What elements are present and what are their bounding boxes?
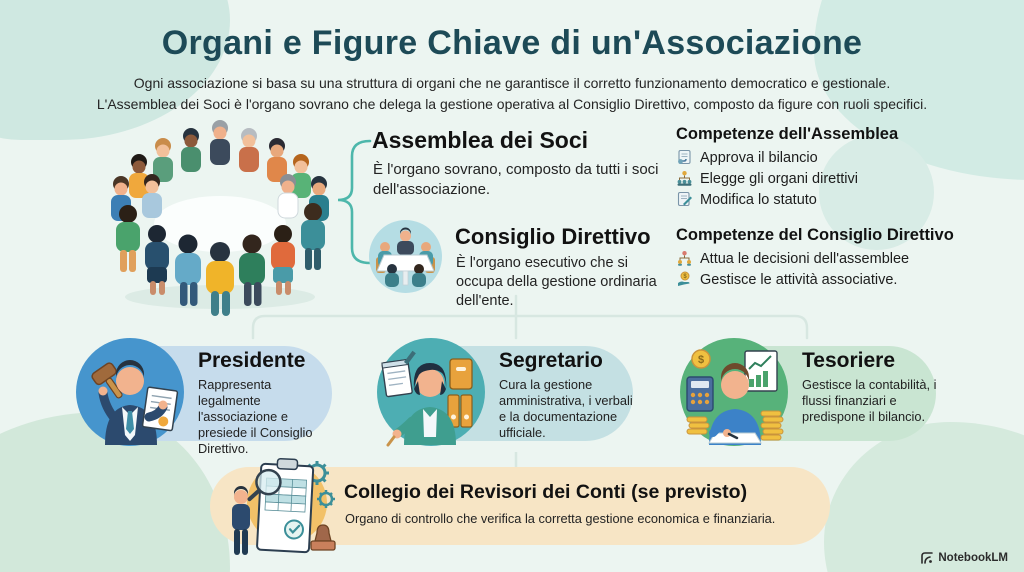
board-meeting-illustration — [368, 219, 443, 294]
watermark-label: NotebookLM — [938, 552, 1008, 564]
competenze-assemblea-title: Competenze dell'Assemblea — [676, 125, 899, 143]
notebooklm-logo-icon — [920, 551, 934, 565]
president-gavel-illustration — [75, 337, 185, 447]
consiglio-title: Consiglio Direttivo — [455, 224, 651, 249]
competenze-assemblea-list — [676, 147, 858, 210]
competenza-label: Elegge gli organi direttivi — [700, 170, 858, 187]
role-card-segretario — [376, 337, 633, 452]
competenza-label: Gestisce le attività associative. — [700, 271, 898, 288]
assemblea-title: Assemblea dei Soci — [372, 127, 589, 153]
subtitle-line-1: Ogni associazione si basa su una struttura di organi che ne garantisce il corretto funzionamento democratico e gestionale. — [133, 75, 891, 91]
assemblea-description: È l'organo sovrano, composto da tutti i soci dell'associazione. — [373, 161, 659, 198]
treasurer-accounting-illustration — [679, 337, 789, 447]
collegio-title: Collegio dei Revisori dei Conti (se previsto) — [344, 481, 748, 503]
role-description: Cura la gestione amministrativa, i verbali e la documentazione ufficiale. — [499, 377, 633, 441]
role-description: Rappresenta legalmente l'associazione e presiede il Consiglio Direttivo. — [198, 377, 313, 457]
role-description: Gestisce la contabilità, i flussi finanziari e predispone il bilancio. — [802, 377, 937, 425]
org-chart-icon — [676, 170, 693, 187]
role-card-presidente — [75, 337, 332, 457]
competenze-consiglio-title: Competenze del Consiglio Direttivo — [676, 226, 954, 244]
notebooklm-watermark — [920, 551, 1008, 565]
edit-document-icon — [676, 191, 693, 208]
page-title: Organi e Figure Chiave di un'Associazione — [161, 24, 863, 62]
list-item — [676, 269, 909, 290]
hierarchy-icon — [676, 250, 693, 267]
competenza-label: Modifica lo statuto — [700, 191, 817, 208]
consiglio-description: È l'organo esecutivo che si occupa della gestione ordinaria dell'ente. — [456, 255, 657, 310]
hand-coin-icon — [676, 271, 693, 288]
segretario-text — [499, 349, 641, 441]
approve-document-icon — [676, 149, 693, 166]
list-item — [676, 147, 858, 168]
subtitle-line-2: L'Assemblea dei Soci è l'organo sovrano che delega la gestione operativa al Consiglio Direttivo, composto da figure con ruoli specifici. — [96, 96, 928, 112]
presidente-text — [198, 349, 336, 458]
list-item — [676, 168, 858, 189]
collegio-description: Organo di controllo che verifica la corretta gestione economica e finanziaria. — [345, 511, 776, 526]
audit-clipboard-illustration — [225, 455, 340, 567]
role-title: Presidente — [198, 349, 306, 372]
competenze-consiglio-list — [676, 248, 909, 290]
list-item — [676, 248, 909, 269]
tesoriere-text — [802, 349, 947, 425]
list-item — [676, 189, 858, 210]
svg-text:$: $ — [697, 354, 705, 366]
role-title: Segretario — [499, 349, 603, 372]
competenza-label: Attua le decisioni dell'assemblee — [700, 250, 910, 267]
competenza-label: Approva il bilancio — [700, 149, 818, 166]
role-title: Tesoriere — [802, 349, 895, 372]
role-card-tesoriere — [679, 337, 936, 452]
secretary-writing-illustration — [376, 337, 486, 447]
svg-text:$: $ — [683, 274, 687, 281]
